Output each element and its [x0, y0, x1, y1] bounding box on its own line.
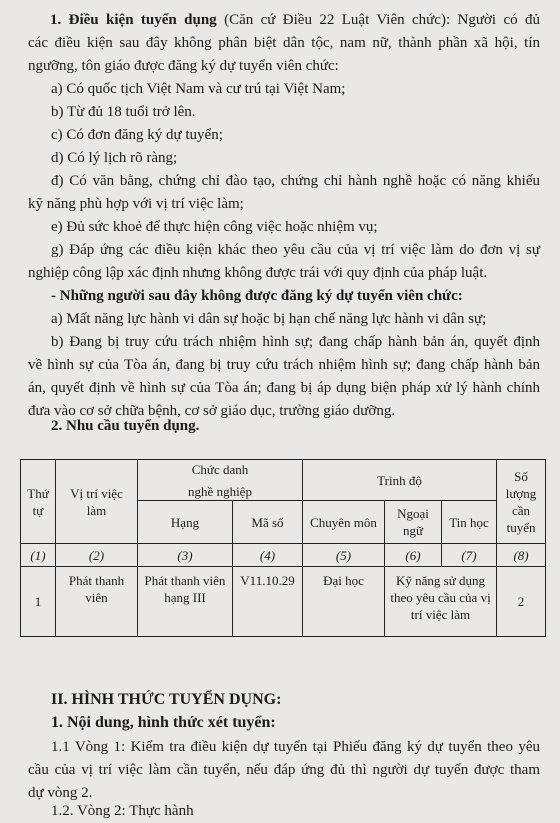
round1-line2: cầu của vị trí việc làm cần tuyển, nếu đáp ứng đủ thì người dự tuyển được tham — [28, 762, 540, 778]
column-number: (6) — [385, 544, 442, 567]
cell-ngoaingu-tinhoc: Kỹ năng sử dụng theo yêu cầu của vị trí việc làm — [385, 567, 497, 637]
table-row — [21, 567, 546, 637]
header-soluong: Số lượng cần tuyển — [497, 460, 546, 544]
not-eligible-b-line2: về hình sự của Tòa án, đang bị truy cứu trách nhiệm hình sự; đang chấp hành bản — [28, 357, 540, 373]
not-eligible-b-line3: án, quyết định về hình sự của Tòa án; đang bị áp dụng biện pháp xử lý hành chính — [28, 380, 540, 396]
column-number: (5) — [303, 544, 385, 567]
not-eligible-b-line4: đưa vào cơ sở chữa bệnh, cơ sở giáo dục, trường giáo dưỡng. — [28, 403, 396, 419]
cell-chuyenmon: Đại học — [303, 567, 385, 637]
not-eligible-a: a) Mất năng lực hành vi dân sự hoặc bị hạn chế năng lực hành vi dân sự; — [51, 311, 487, 327]
cell-stt: 1 — [21, 567, 56, 637]
condition-c: c) Có đơn đăng ký dự tuyển; — [51, 127, 223, 143]
cell-hang: Phát thanh viên hạng III — [138, 567, 233, 637]
condition-dd-line2: kỹ năng phù hợp với vị trí việc làm; — [28, 196, 244, 212]
header-chucdanh: Chức danh nghề nghiệp — [138, 460, 303, 501]
header-hang: Hạng — [138, 501, 233, 544]
condition-e: e) Đủ sức khoẻ để thực hiện công việc hoặc nhiệm vụ; — [51, 219, 378, 235]
section1-intro-line3: ngưỡng, tôn giáo được đăng ký dự tuyển viên chức: — [28, 58, 339, 74]
column-number: (3) — [138, 544, 233, 567]
header-stt: Thứ tự — [21, 460, 56, 544]
condition-a: a) Có quốc tịch Việt Nam và cư trú tại Việt Nam; — [51, 81, 346, 97]
column-number: (1) — [21, 544, 56, 567]
header-maso: Mã số — [233, 501, 303, 544]
column-number: (7) — [442, 544, 497, 567]
section1-intro-line2: các điều kiện sau đây không phân biệt dân tộc, nam nữ, thành phần xã hội, tín — [28, 35, 540, 51]
header-chuyenmon: Chuyên môn — [303, 501, 385, 544]
round1-line3: dự vòng 2. — [28, 785, 93, 801]
part2-subheading: 1. Nội dung, hình thức xét tuyển: — [51, 714, 276, 731]
cell-soluong: 2 — [497, 567, 546, 637]
header-vitri: Vị trí việc làm — [56, 460, 138, 544]
section1-heading-line: 1. Điều kiện tuyển dụng (Căn cứ Điều 22 Luật Viên chức): Người có đủ — [50, 12, 540, 28]
round2-line: 1.2. Vòng 2: Thực hành — [51, 803, 194, 819]
condition-dd-line1: đ) Có văn bằng, chứng chỉ đào tạo, chứng chỉ hành nghề hoặc có năng khiếu — [51, 173, 540, 189]
not-eligible-b-line1: b) Đang bị truy cứu trách nhiệm hình sự; đang chấp hành bản án, quyết định — [51, 334, 540, 350]
cell-maso: V11.10.29 — [233, 567, 303, 637]
recruitment-table — [20, 459, 546, 637]
condition-b: b) Từ đủ 18 tuổi trở lên. — [51, 104, 196, 120]
column-number: (2) — [56, 544, 138, 567]
condition-g-line1: g) Đáp ứng các điều kiện khác theo yêu cầu của vị trí việc làm do đơn vị sự — [51, 242, 540, 258]
section2-heading: 2. Nhu cầu tuyển dụng. — [51, 418, 200, 434]
part2-heading: II. HÌNH THỨC TUYỂN DỤNG: — [51, 691, 282, 708]
cell-vitri: Phát thanh viên — [56, 567, 138, 637]
round1-line1: 1.1 Vòng 1: Kiểm tra điều kiện dự tuyển tại Phiếu đăng ký dự tuyển theo yêu — [51, 739, 540, 755]
header-trinhdo: Trình độ — [303, 460, 497, 501]
condition-g-line2: nghiệp công lập xác định nhưng không được trái với quy định của pháp luật. — [28, 265, 488, 281]
section1-heading: 1. Điều kiện tuyển dụng — [50, 12, 217, 28]
header-ngoaingu: Ngoại ngữ — [385, 501, 442, 544]
not-eligible-heading: - Những người sau đây không được đăng ký dự tuyển viên chức: — [51, 288, 463, 304]
condition-d: d) Có lý lịch rõ ràng; — [51, 150, 178, 166]
column-number: (8) — [497, 544, 546, 567]
column-number: (4) — [233, 544, 303, 567]
header-tinhoc: Tin học — [442, 501, 497, 544]
